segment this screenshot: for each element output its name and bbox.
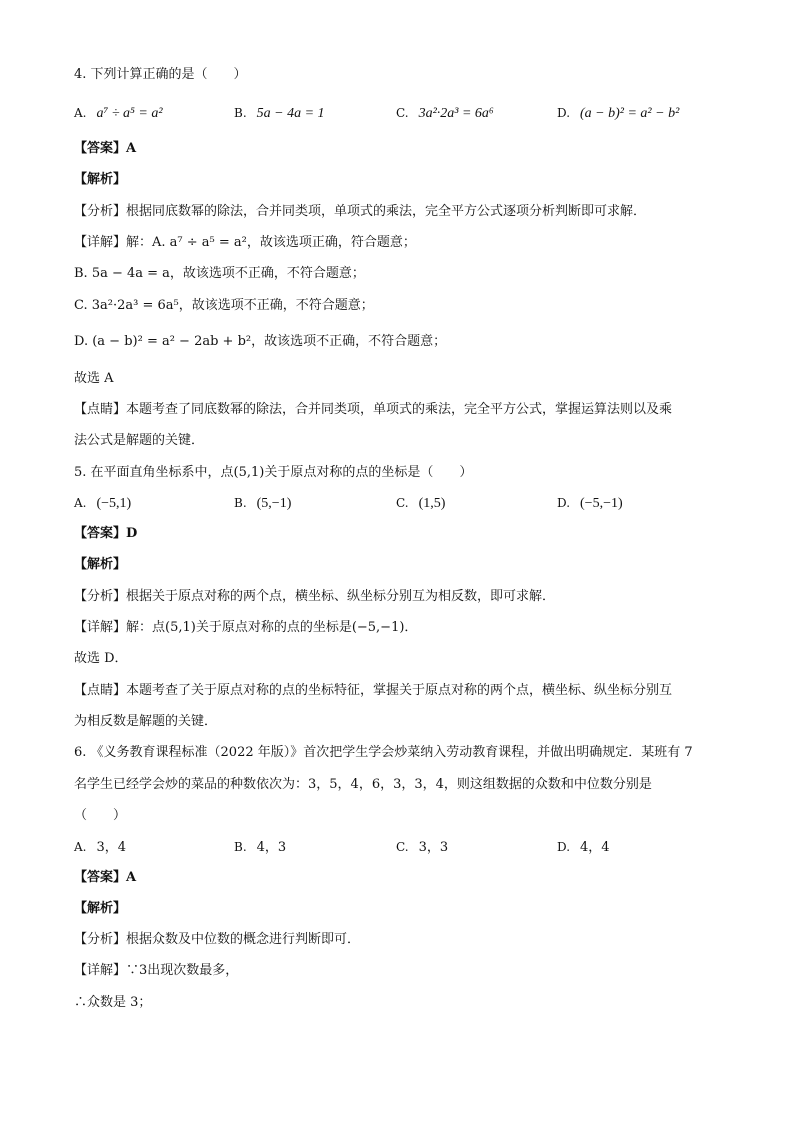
- q5-option-b: [234, 494, 291, 513]
- q6-fenxi: 【分析】根据众数及中位数的概念进行判断即可．: [74, 932, 361, 947]
- q6-conclusion: ∴众数是 3；: [74, 995, 152, 1010]
- option-expr: 3，4: [96, 840, 127, 855]
- q4-fenxi: 【分析】根据同底数幂的除法，合并同类项，单项式的乘法，完全平方公式逐项分析判断即可求解．: [74, 204, 647, 219]
- q6-xiangjie: 【详解】∵3出现次数最多，: [74, 963, 239, 978]
- q5-stem: 5. 在平面直角坐标系中，点(5,1)关于原点对称的点的坐标是（ ）: [74, 465, 473, 480]
- q5-option-c: [396, 494, 445, 513]
- option-label: C.: [396, 840, 409, 854]
- q4-option-b: [234, 104, 325, 123]
- q4-line-c: C. 3a²·2a³ = 6a⁵，故该选项不正确，不符合题意；: [74, 298, 374, 313]
- q6-answer: 【答案】A: [74, 870, 137, 885]
- q4-option-d: [557, 104, 679, 123]
- q5-jiexi: 【解析】: [74, 557, 127, 572]
- q4-line-b: B. 5a − 4a = a，故该选项不正确，不符合题意；: [74, 266, 365, 281]
- q5-fenxi: 【分析】根据关于原点对称的两个点，横坐标、纵坐标分别互为相反数，即可求解．: [74, 589, 556, 604]
- option-label: D.: [557, 840, 571, 854]
- q6-jiexi: 【解析】: [74, 901, 127, 916]
- option-label: C.: [396, 106, 409, 120]
- option-label: A.: [74, 496, 87, 510]
- q6-stem-2: 名学生已经学会炒的菜品的种数依次为：3，5，4，6，3，3，4，则这组数据的众数和中位数分别是: [74, 777, 652, 792]
- option-label: B.: [234, 106, 247, 120]
- option-expr: (−5,1): [96, 496, 132, 511]
- option-expr: (a − b)² = a² − b²: [580, 106, 680, 121]
- option-expr: a⁷ ÷ a⁵ = a²: [96, 106, 163, 121]
- option-expr: 4，4: [580, 840, 610, 855]
- q4-answer: 【答案】A: [74, 141, 137, 156]
- q4-choice: 故选 A: [74, 371, 114, 386]
- q5-choice: 故选 D．: [74, 651, 128, 666]
- option-expr: 3，3: [418, 840, 449, 855]
- option-expr: (1,5): [418, 496, 446, 511]
- q4-option-a: [74, 104, 163, 123]
- option-expr: 3a²·2a³ = 6a⁶: [418, 106, 494, 121]
- option-label: B.: [234, 496, 247, 510]
- q6-option-d: [557, 838, 610, 857]
- q4-line-d: D. (a − b)² = a² − 2ab + b²，故该选项不正确，不符合题意；: [74, 334, 447, 349]
- q4-jiexi: 【解析】: [74, 172, 127, 187]
- q4-stem: 4. 下列计算正确的是（ ）: [74, 67, 247, 82]
- option-label: D.: [557, 106, 571, 120]
- q4-dianjing-1: 【点睛】本题考查了同底数幂的除法，合并同类项，单项式的乘法，完全平方公式，掌握运算法则以及乘: [74, 402, 673, 417]
- q6-option-c: [396, 838, 448, 857]
- q6-stem-1: 6. 《义务教育课程标准（2022 年版）》首次把学生学会炒菜纳入劳动教育课程，并做出明确规定．某班有 7: [74, 745, 693, 760]
- option-label: D.: [557, 496, 571, 510]
- option-expr: (−5,−1): [580, 496, 623, 511]
- q5-dianjing-2: 为相反数是解题的关键．: [74, 714, 218, 729]
- q6-option-a: [74, 838, 126, 857]
- q4-xiangjie: 【详解】解：A. a⁷ ÷ a⁵ = a²，故该选项正确，符合题意；: [74, 235, 416, 250]
- option-expr: 5a − 4a = 1: [256, 106, 325, 121]
- option-label: B.: [234, 840, 247, 854]
- q6-option-b: [234, 838, 286, 857]
- option-label: A.: [74, 106, 87, 120]
- q5-dianjing-1: 【点睛】本题考查了关于原点对称的点的坐标特征，掌握关于原点对称的两个点，横坐标、纵坐标分别互: [74, 683, 673, 698]
- q5-xiangjie: 【详解】解：点(5,1)关于原点对称的点的坐标是(−5,−1)．: [74, 620, 418, 635]
- option-label: A.: [74, 840, 87, 854]
- q4-dianjing-2: 法公式是解题的关键．: [74, 433, 205, 448]
- option-expr: (5,−1): [256, 496, 292, 511]
- q4-option-c: [396, 104, 494, 123]
- q5-option-d: [557, 494, 623, 513]
- q5-option-a: [74, 494, 131, 513]
- q5-answer: 【答案】D: [74, 526, 138, 541]
- q6-stem-3: （ ）: [74, 808, 127, 823]
- option-label: C.: [396, 496, 409, 510]
- option-expr: 4，3: [256, 840, 287, 855]
